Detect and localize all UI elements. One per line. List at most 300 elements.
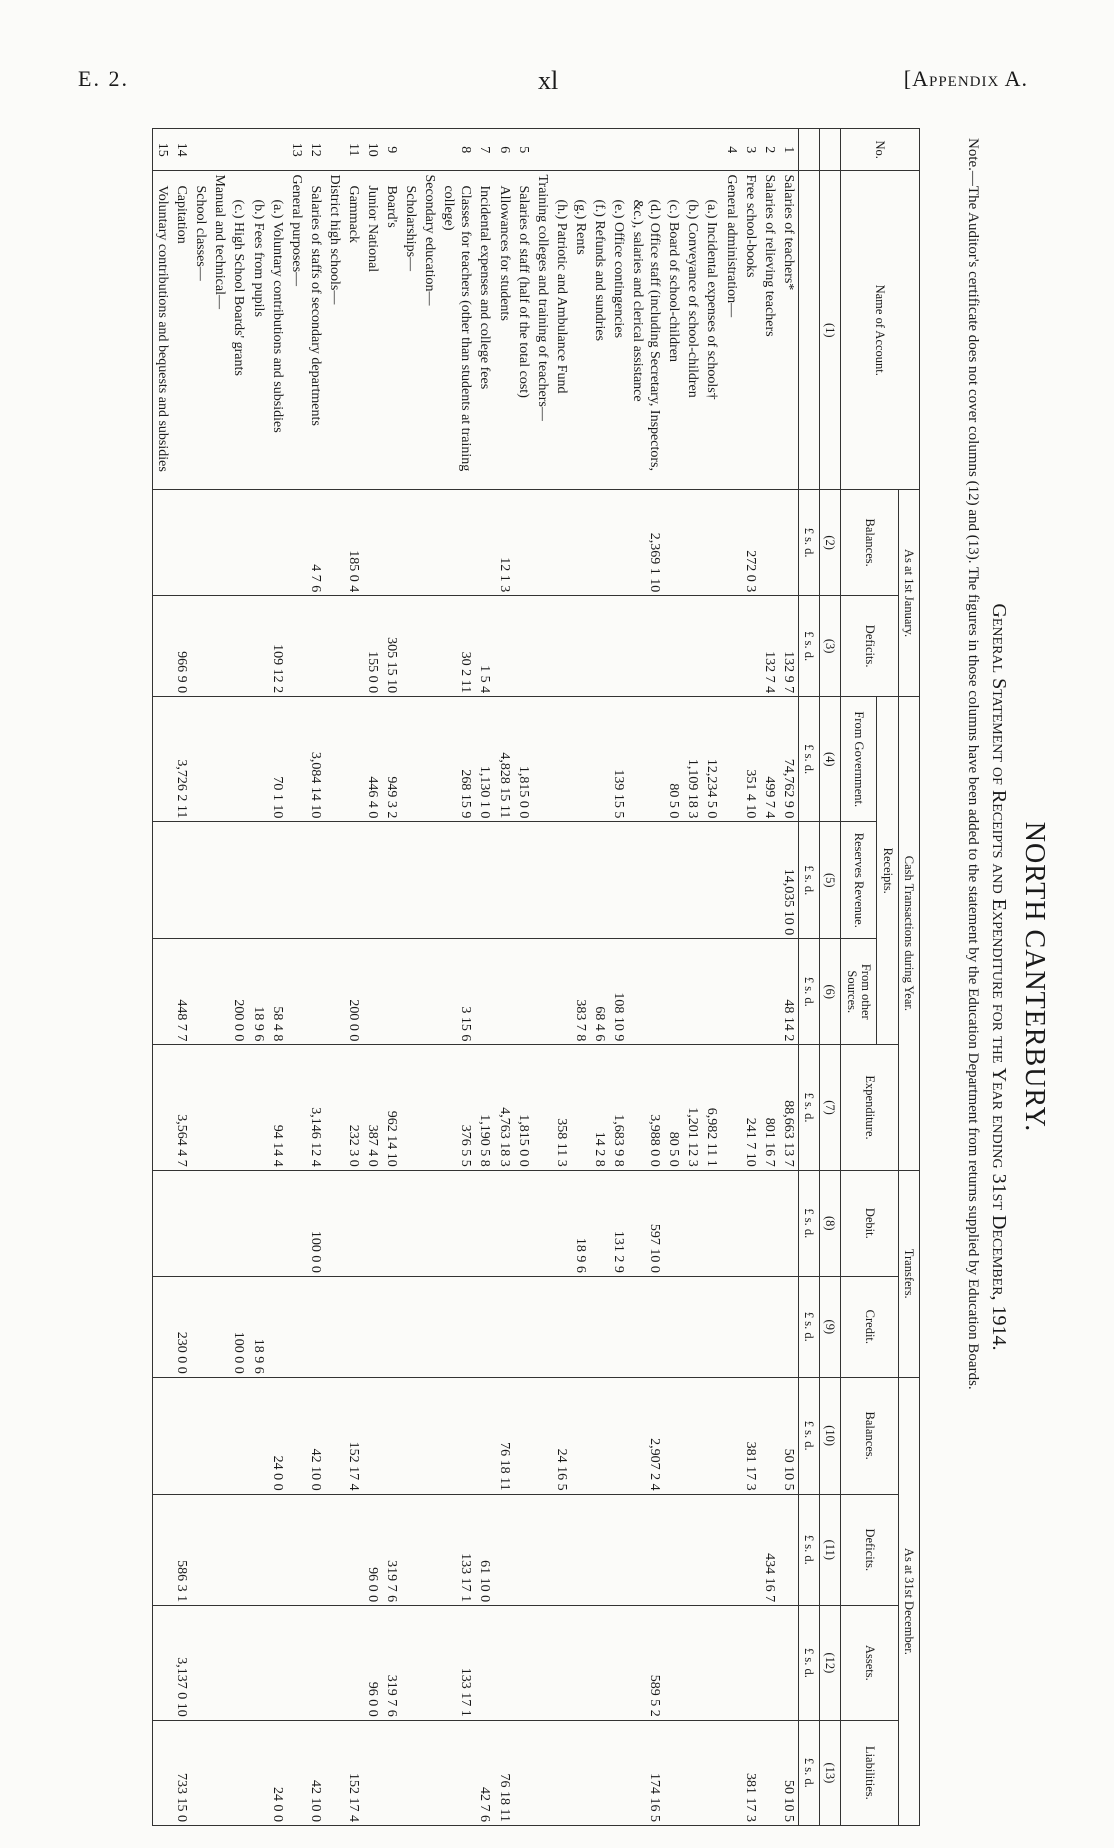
amount-res [382,822,401,939]
amount-def: 1 5 4 [475,596,494,697]
header-transfers-group: Transfers. [898,1170,919,1377]
amount-cre [590,1276,609,1377]
amount-def [401,596,420,697]
amount-exp: 3,564 4 7 [172,1045,191,1170]
amount-oth [721,939,740,1045]
col-num: (9) [820,1276,841,1377]
amount-oth: 383 7 8 [571,939,590,1045]
row-number [609,129,628,171]
header-dec-group: As at 31st December. [898,1377,919,1825]
account-name: Free school-books [741,171,760,490]
amount-res [590,822,609,939]
account-name: (b.) Conveyance of school-children [683,171,702,490]
amount-gov: 1,130 1 0 [475,697,494,822]
amount-def2 [248,1494,267,1605]
header-liabilities: Liabilities. [841,1720,898,1825]
header-deficits: Deficits. [841,596,898,697]
amount-oth [628,939,664,1045]
statement-subtitle: General Statement of Receipts and Expenditure for the Year ending 31st December, 1914. [988,603,1010,1351]
amount-exp: 80 5 0 [664,1045,683,1170]
header-units [798,129,819,1826]
amount-def [306,596,325,697]
amount-oth [533,939,552,1045]
amount-ast [664,1606,683,1721]
amount-def [153,596,173,697]
amount-exp: 4,763 18 3 [495,1045,514,1170]
header-receipts-group: Receipts. [877,697,898,1045]
amount-deb [229,1170,248,1276]
amount-def2 [533,1494,552,1605]
account-name: Secondary education— [420,171,439,490]
amount-exp [248,1045,267,1170]
amount-deb [172,1170,191,1276]
amount-deb [683,1170,702,1276]
amount-def2 [571,1494,590,1605]
amount-exp [721,1045,740,1170]
amount-gov [420,697,439,822]
amount-lia [571,1720,590,1825]
amount-gov [628,697,664,822]
amount-ast [571,1606,590,1721]
amount-exp: 1,201 12 3 [683,1045,702,1170]
table-header [798,129,919,1826]
amount-oth [191,939,210,1045]
row-number: 15 [153,129,173,171]
amount-oth [153,939,173,1045]
amount-oth [495,939,514,1045]
amount-exp [325,1045,344,1170]
row-number: 6 [495,129,514,171]
amount-bal2 [210,1377,229,1494]
account-name: (f.) Refunds and sundries [590,171,609,490]
amount-deb: 131 2 9 [609,1170,628,1276]
amount-ast [721,1606,740,1721]
amount-ast [533,1606,552,1721]
table-row [325,129,344,1826]
amount-gov: 949 3 2 [382,697,401,822]
statement-titles [964,128,1062,1826]
amount-def: 132 7 4 [760,596,779,697]
amount-cre [210,1276,229,1377]
amount-bal [248,490,267,596]
amount-def [248,596,267,697]
amount-ast [306,1606,325,1721]
row-number [683,129,702,171]
amount-bal2 [420,1377,439,1494]
amount-lia [590,1720,609,1825]
amount-res [268,822,287,939]
amount-oth [401,939,420,1045]
amount-cre [721,1276,740,1377]
unit-label: £ s. d. [798,822,819,939]
amount-deb [420,1170,439,1276]
account-name: (b.) Fees from pupils [248,171,267,490]
row-number: 5 [514,129,533,171]
amount-ast [401,1606,420,1721]
amount-exp [287,1045,306,1170]
amount-deb [191,1170,210,1276]
amount-deb [495,1170,514,1276]
header-balances-dec: Balances. [841,1377,898,1494]
amount-res [191,822,210,939]
amount-def [533,596,552,697]
row-number: 9 [382,129,401,171]
row-number [628,129,664,171]
amount-oth: 448 7 7 [172,939,191,1045]
amount-ast [248,1606,267,1721]
amount-bal2 [401,1377,420,1494]
amount-def2 [779,1494,799,1605]
amount-lia [439,1720,475,1825]
amount-cre [153,1276,173,1377]
table-row [268,129,287,1826]
amount-bal2 [514,1377,533,1494]
col-num: (7) [820,1045,841,1170]
amount-def [721,596,740,697]
header-debit: Debit. [841,1170,898,1276]
amount-bal [779,490,799,596]
amount-ast [153,1606,173,1721]
header-assets: Assets. [841,1606,898,1721]
amount-bal2: 42 10 0 [306,1377,325,1494]
amount-exp [571,1045,590,1170]
amount-gov [248,697,267,822]
amount-deb [268,1170,287,1276]
account-name: Voluntary contributions and bequests and subsidies [153,171,173,490]
table-row [552,129,571,1826]
table-row [248,129,267,1826]
account-name: (a.) Incidental expenses of schools† [702,171,721,490]
amount-oth [325,939,344,1045]
unit-label: £ s. d. [798,697,819,822]
amount-gov: 4,828 15 11 [495,697,514,822]
table-row [420,129,439,1826]
amount-bal2: 381 17 3 [741,1377,760,1494]
amount-bal2 [172,1377,191,1494]
table-row [779,129,799,1826]
amount-bal [721,490,740,596]
amount-oth [475,939,494,1045]
amount-bal: 272 0 3 [741,490,760,596]
amount-lia: 42 10 0 [306,1720,325,1825]
amount-deb [702,1170,721,1276]
amount-res [552,822,571,939]
amount-def [683,596,702,697]
amount-def [495,596,514,697]
row-number [268,129,287,171]
amount-def [210,596,229,697]
amount-cre [609,1276,628,1377]
amount-cre [683,1276,702,1377]
amount-ast [495,1606,514,1721]
account-name: Salaries of teachers* [779,171,799,490]
amount-exp: 376 5 5 [439,1045,475,1170]
amount-deb [344,1170,363,1276]
account-name: (c.) Board of school-children [664,171,683,490]
amount-bal: 4 7 6 [306,490,325,596]
unit-label: £ s. d. [798,1720,819,1825]
amount-gov: 3,726 2 11 [172,697,191,822]
row-number: 3 [741,129,760,171]
amount-bal2 [590,1377,609,1494]
row-number [420,129,439,171]
amount-oth [664,939,683,1045]
amount-def2 [609,1494,628,1605]
amount-exp: 241 7 10 [741,1045,760,1170]
account-name: (e.) Office contingencies [609,171,628,490]
amount-gov: 70 1 10 [268,697,287,822]
amount-res [325,822,344,939]
row-number [191,129,210,171]
amount-res [229,822,248,939]
amount-ast [702,1606,721,1721]
page-number: xl [538,66,559,95]
amount-res [248,822,267,939]
amount-def [514,596,533,697]
amount-oth [210,939,229,1045]
amount-oth: 108 10 9 [609,939,628,1045]
amount-bal2: 24 0 0 [268,1377,287,1494]
amount-gov [552,697,571,822]
header-credit: Credit. [841,1276,898,1377]
account-name: Classes for teachers (other than students at training college) [439,171,475,490]
amount-def2 [191,1494,210,1605]
amount-bal [401,490,420,596]
amount-res [514,822,533,939]
account-name: Gammack [344,171,363,490]
amount-cre [779,1276,799,1377]
amount-def: 966 9 0 [172,596,191,697]
amount-def2 [514,1494,533,1605]
amount-deb [533,1170,552,1276]
amount-bal2 [760,1377,779,1494]
amount-res [475,822,494,939]
amount-lia [382,1720,401,1825]
table-row [344,129,363,1826]
col-num: (12) [820,1606,841,1721]
amount-bal [514,490,533,596]
amount-res [702,822,721,939]
amount-cre [741,1276,760,1377]
amount-gov [210,697,229,822]
amount-gov: 499 7 4 [760,697,779,822]
amount-res [401,822,420,939]
amount-gov [153,697,173,822]
amount-ast [191,1606,210,1721]
amount-def [552,596,571,697]
header-no: No. [841,129,920,171]
table-row [683,129,702,1826]
amount-deb [325,1170,344,1276]
amount-deb: 18 9 6 [571,1170,590,1276]
row-number: 1 [779,129,799,171]
amount-bal [382,490,401,596]
amount-def [344,596,363,697]
header-expenditure: Expenditure. [841,1045,898,1170]
account-name: (a.) Voluntary contributions and subsidies [268,171,287,490]
amount-def2 [287,1494,306,1605]
amount-gov: 139 15 5 [609,697,628,822]
amount-exp [401,1045,420,1170]
amount-oth [363,939,382,1045]
amount-lia [248,1720,267,1825]
amount-lia: 42 7 6 [475,1720,494,1825]
amount-deb [439,1170,475,1276]
amount-def [590,596,609,697]
page-header [78,66,1038,106]
amount-res [533,822,552,939]
amount-bal2: 76 18 11 [495,1377,514,1494]
amount-deb [760,1170,779,1276]
amount-def2 [664,1494,683,1605]
account-name: Manual and technical— [210,171,229,490]
amount-lia [702,1720,721,1825]
amount-oth [306,939,325,1045]
amount-lia [325,1720,344,1825]
amount-cre: 100 0 0 [229,1276,248,1377]
amount-lia [609,1720,628,1825]
amount-ast [552,1606,571,1721]
amount-bal [191,490,210,596]
amount-bal [590,490,609,596]
table-row [401,129,420,1826]
amount-def [628,596,664,697]
amount-cre [439,1276,475,1377]
amount-ast: 3,137 0 10 [172,1606,191,1721]
amount-bal [420,490,439,596]
amount-exp: 1,190 5 8 [475,1045,494,1170]
amount-res [683,822,702,939]
amount-res [628,822,664,939]
amount-bal2 [439,1377,475,1494]
amount-lia [363,1720,382,1825]
row-number [229,129,248,171]
col-num: (2) [820,490,841,596]
amount-def: 155 0 0 [363,596,382,697]
amount-oth [741,939,760,1045]
account-name: Incidental expenses and college fees [475,171,494,490]
amount-deb [552,1170,571,1276]
amount-bal [533,490,552,596]
amount-gov: 446 4 0 [363,697,382,822]
amount-def2 [344,1494,363,1605]
account-name: General purposes— [287,171,306,490]
amount-def2: 133 17 1 [439,1494,475,1605]
amount-lia: 381 17 3 [741,1720,760,1825]
amount-def2: 61 10 0 [475,1494,494,1605]
unit-label: £ s. d. [798,1606,819,1721]
amount-bal2 [609,1377,628,1494]
amount-bal: 2,369 1 10 [628,490,664,596]
row-number [533,129,552,171]
amount-bal: 12 1 3 [495,490,514,596]
col-num: (1) [820,171,841,490]
amount-exp [229,1045,248,1170]
account-name: School classes— [191,171,210,490]
amount-exp: 1,815 0 0 [514,1045,533,1170]
amount-res [495,822,514,939]
amount-cre [344,1276,363,1377]
amount-bal2 [248,1377,267,1494]
amount-bal2 [475,1377,494,1494]
col-num: (6) [820,939,841,1045]
auditor-note: Note.—The Auditor's certificate does not cover columns (12) and (13). The figures in those columns have been added to the statement by the Education Department from returns supplied by Education Boards. [965,138,981,1390]
board-title: NORTH CANTERBURY. [1019,821,1050,1133]
row-number [248,129,267,171]
amount-gov: 1,815 0 0 [514,697,533,822]
amount-ast [268,1606,287,1721]
amount-oth: 18 9 6 [248,939,267,1045]
amount-cre [533,1276,552,1377]
row-number [664,129,683,171]
amount-ast [760,1606,779,1721]
amount-deb [248,1170,267,1276]
table-row [760,129,779,1826]
amount-lia [664,1720,683,1825]
amount-gov [533,697,552,822]
amount-def [664,596,683,697]
amount-gov [229,697,248,822]
table-row [363,129,382,1826]
amount-bal2 [702,1377,721,1494]
amount-gov [721,697,740,822]
amount-def [571,596,590,697]
amount-deb: 597 10 0 [628,1170,664,1276]
amount-bal2 [325,1377,344,1494]
amount-res [210,822,229,939]
amount-bal2 [721,1377,740,1494]
amount-exp: 14 2 8 [590,1045,609,1170]
amount-lia: 24 0 0 [268,1720,287,1825]
table-row [721,129,740,1826]
amount-def: 109 12 2 [268,596,287,697]
amount-bal2: 2,907 2 4 [628,1377,664,1494]
header-other-sources: From other Sources. [841,939,877,1045]
amount-cre [191,1276,210,1377]
amount-def [287,596,306,697]
amount-exp: 94 14 4 [268,1045,287,1170]
table-row [571,129,590,1826]
row-number: 2 [760,129,779,171]
table-row [172,129,191,1826]
amount-bal [210,490,229,596]
col-num: (10) [820,1377,841,1494]
amount-def [229,596,248,697]
table-body [153,129,799,1826]
amount-def: 30 2 11 [439,596,475,697]
table-row [514,129,533,1826]
amount-bal2 [191,1377,210,1494]
amount-oth [552,939,571,1045]
row-number [590,129,609,171]
amount-cre [628,1276,664,1377]
amount-exp [420,1045,439,1170]
amount-ast [229,1606,248,1721]
amount-ast: 96 0 0 [363,1606,382,1721]
header-name: Name of Account. [841,171,920,490]
amount-deb [475,1170,494,1276]
amount-exp: 962 14 10 [382,1045,401,1170]
unit-label: £ s. d. [798,1045,819,1170]
amount-bal [609,490,628,596]
header-cash-group: Cash Transactions during Year. [898,697,919,1171]
table-row [495,129,514,1826]
amount-oth [760,939,779,1045]
account-name: Junior National [363,171,382,490]
table-row [306,129,325,1826]
amount-bal2 [287,1377,306,1494]
header-jan-group: As at 1st January. [898,490,919,697]
